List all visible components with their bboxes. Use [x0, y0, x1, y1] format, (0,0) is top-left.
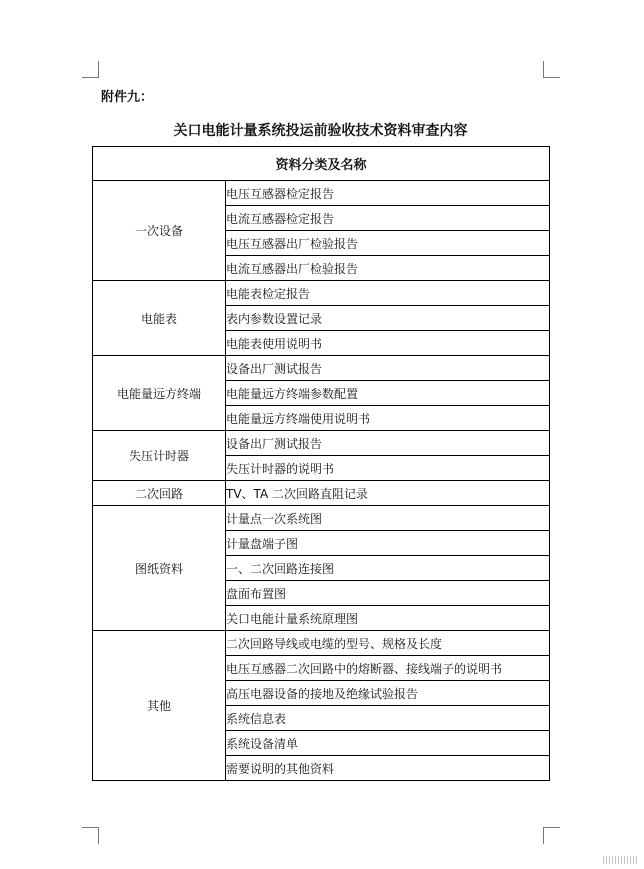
category-cell: 电能量远方终端 [93, 356, 226, 431]
margin-corner-top-left [82, 61, 99, 78]
item-cell: 关口电能计量系统原理图 [226, 606, 550, 631]
item-cell: 电压互感器检定报告 [226, 181, 550, 206]
category-cell: 失压计时器 [93, 431, 226, 481]
item-cell: 计量盘端子图 [226, 531, 550, 556]
table-row [93, 631, 550, 656]
item-cell: 表内参数设置记录 [226, 306, 550, 331]
item-cell: 系统设备清单 [226, 731, 550, 756]
item-cell: 电能表检定报告 [226, 281, 550, 306]
item-cell: 电压互感器出厂检验报告 [226, 231, 550, 256]
table-row [93, 481, 550, 506]
materials-table [92, 146, 550, 781]
item-cell: 二次回路导线或电缆的型号、规格及长度 [226, 631, 550, 656]
item-cell: 电流互感器出厂检验报告 [226, 256, 550, 281]
item-cell: 电能表使用说明书 [226, 331, 550, 356]
category-cell: 图纸资料 [93, 506, 226, 631]
category-cell: 其他 [93, 631, 226, 781]
page-edge-marks [603, 856, 639, 864]
item-cell: 电能量远方终端使用说明书 [226, 406, 550, 431]
category-cell: 二次回路 [93, 481, 226, 506]
table-header: 资料分类及名称 [93, 147, 550, 181]
item-cell: 计量点一次系统图 [226, 506, 550, 531]
item-cell: 盘面布置图 [226, 581, 550, 606]
item-cell: 系统信息表 [226, 706, 550, 731]
category-cell: 一次设备 [93, 181, 226, 281]
margin-corner-bottom-left [82, 827, 99, 844]
item-cell: 一、二次回路连接图 [226, 556, 550, 581]
table-row [93, 356, 550, 381]
table-row [93, 431, 550, 456]
item-cell: 电能量远方终端参数配置 [226, 381, 550, 406]
item-cell: 高压电器设备的接地及绝缘试验报告 [226, 681, 550, 706]
table-row [93, 181, 550, 206]
category-cell: 电能表 [93, 281, 226, 356]
item-cell: TV、TA 二次回路直阻记录 [226, 481, 550, 506]
attachment-label: 附件九： [101, 90, 154, 105]
table-row [93, 506, 550, 531]
item-cell: 设备出厂测试报告 [226, 356, 550, 381]
item-cell: 电流互感器检定报告 [226, 206, 550, 231]
item-cell: 失压计时器的说明书 [226, 456, 550, 481]
table-header-row [93, 147, 550, 181]
item-cell: 电压互感器二次回路中的熔断器、接线端子的说明书 [226, 656, 550, 681]
margin-corner-bottom-right [543, 827, 560, 844]
table-row [93, 281, 550, 306]
item-cell: 设备出厂测试报告 [226, 431, 550, 456]
margin-corner-top-right [543, 61, 560, 78]
document-title: 关口电能计量系统投运前验收技术资料审查内容 [173, 123, 468, 139]
item-cell: 需要说明的其他资料 [226, 756, 550, 781]
table-body [93, 181, 550, 781]
